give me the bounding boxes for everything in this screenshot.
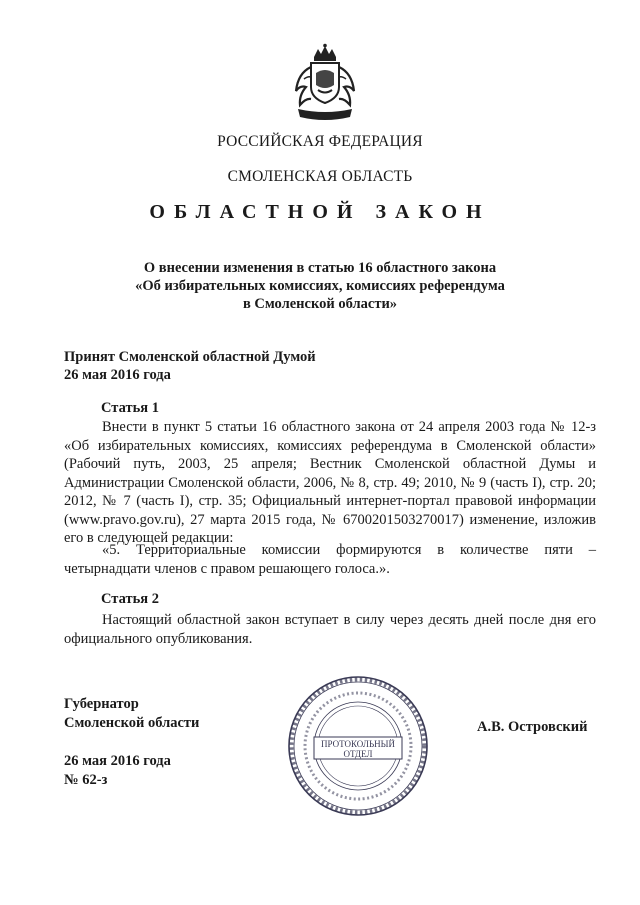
signatory-name: А.В. Островский [477,719,588,735]
article-1-heading: Статья 1 [101,400,159,416]
law-subject [60,259,580,313]
article-1-quote-body: «5. Территориальные комиссии формируются в количестве пяти – четырнадцати членов с правом решающего голоса.». [64,542,596,577]
article-2-heading: Статья 2 [101,591,159,607]
signing-info [64,752,171,789]
adoption-info [64,348,316,384]
signatory-title-line: Смоленской области [64,714,200,731]
seal-text-line: ОТДЕЛ [343,749,373,759]
region-heading: СМОЛЕНСКАЯ ОБЛАСТЬ [227,168,413,185]
adopted-date: 26 мая 2016 года [64,367,171,383]
country-heading: РОССИЙСКАЯ ФЕДЕРАЦИЯ [217,133,423,150]
article-1-quote [64,541,596,578]
article-1-text [64,418,596,548]
article-2-text [64,611,596,648]
subject-line: О внесении изменения в статью 16 областного закона [143,260,497,276]
subject-line: «Об избирательных комиссиях, комиссиях референдума [135,278,505,294]
article-2-body: Настоящий областной закон вступает в силу через десять дней после дня его официального опубликования. [64,612,596,647]
official-seal-icon [286,674,430,818]
adopted-by: Принят Смоленской областной Думой [64,349,316,365]
signatory-title-line: Губернатор [64,696,139,712]
law-number: № 62-з [64,771,108,788]
document-type-title: ОБЛАСТНОЙ ЗАКОН [149,201,491,223]
article-1-body: Внести в пункт 5 статьи 16 областного закона от 24 апреля 2003 года № 12-з «Об избирательных комиссиях, комиссиях референдума в Смоленской области» (Рабочий путь, 2003, 25 апреля; Вестник Смоленской областной Думы и Администрации Смоленской области, 2006, № 8, стр. 49; 2010, № 9 (часть I), стр. 20; 2012, № 7 (часть I), стр. 35; Официальный интернет-портал правовой информации (www.pravo.gov.ru), 27 марта 2015 года, № 6700201503270017) изменение, изложив его в следующей редакции: [64,419,596,546]
subject-line: в Смоленской области» [242,296,398,312]
coat-of-arms-icon [290,43,360,125]
signing-date: 26 мая 2016 года [64,753,171,769]
seal-text-line: ПРОТОКОЛЬНЫЙ [321,739,395,749]
signatory-title [64,695,199,732]
